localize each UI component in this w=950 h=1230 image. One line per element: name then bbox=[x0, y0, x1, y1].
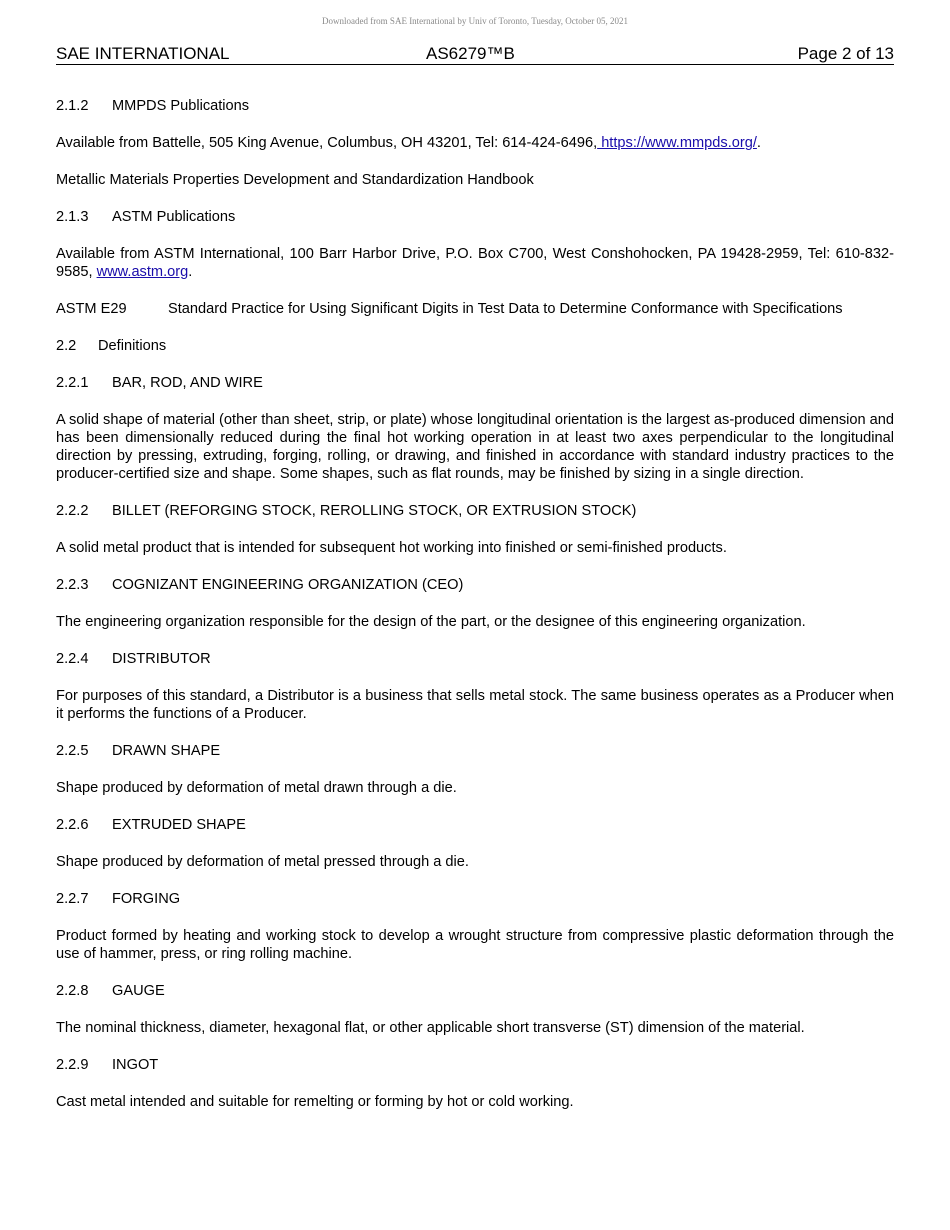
header-document-id: AS6279™B bbox=[426, 44, 515, 63]
astm-e29-reference bbox=[56, 300, 894, 318]
section-title: Definitions bbox=[98, 338, 167, 354]
section-number: 2.1.2 bbox=[56, 98, 89, 114]
definition-heading bbox=[56, 576, 894, 594]
definition-text: For purposes of this standard, a Distributor is a business that sells metal stock. The same business operates as a Producer when it performs the functions of a Producer. bbox=[56, 688, 894, 722]
mmpds-availability bbox=[56, 134, 894, 152]
availability-text: Available from Battelle, 505 King Avenue, Columbus, OH 43201, Tel: 614-424-6496, bbox=[56, 135, 598, 151]
definition-number: 2.2.7 bbox=[56, 891, 89, 907]
section-number: 2.2 bbox=[56, 338, 77, 354]
definition-term: BAR, ROD, AND WIRE bbox=[112, 375, 263, 391]
definition-heading bbox=[56, 374, 894, 392]
page-header bbox=[56, 44, 894, 65]
definition-heading bbox=[56, 650, 894, 668]
definition-term: FORGING bbox=[112, 891, 181, 907]
definition-text: Shape produced by deformation of metal pressed through a die. bbox=[56, 854, 469, 870]
standard-title: Standard Practice for Using Significant Digits in Test Data to Determine Conformance with Specifications bbox=[168, 301, 843, 317]
definition-number: 2.2.6 bbox=[56, 817, 89, 833]
availability-end: . bbox=[188, 264, 193, 280]
definition-text: Shape produced by deformation of metal drawn through a die. bbox=[56, 780, 457, 796]
mmpds-handbook-title: Metallic Materials Properties Development and Standardization Handbook bbox=[56, 172, 534, 188]
definition-term: EXTRUDED SHAPE bbox=[112, 817, 246, 833]
download-watermark: Downloaded from SAE International by Univ of Toronto, Tuesday, October 05, 2021 bbox=[321, 16, 629, 26]
definition-text: The nominal thickness, diameter, hexagonal flat, or other applicable short transverse (ST) dimension of the material. bbox=[56, 1020, 805, 1036]
definition-term: DISTRIBUTOR bbox=[112, 651, 211, 667]
document-body bbox=[56, 97, 894, 1130]
definition-heading bbox=[56, 502, 894, 520]
definition-number: 2.2.5 bbox=[56, 743, 89, 759]
definition-number: 2.2.9 bbox=[56, 1057, 89, 1073]
definition-term: BILLET (REFORGING STOCK, REROLLING STOCK, OR EXTRUSION STOCK) bbox=[112, 503, 637, 519]
definition-number: 2.2.1 bbox=[56, 375, 89, 391]
definition-term: GAUGE bbox=[112, 983, 165, 999]
definition-heading bbox=[56, 982, 894, 1000]
definition-term: INGOT bbox=[112, 1057, 159, 1073]
definition-number: 2.2.4 bbox=[56, 651, 89, 667]
definition-text: Product formed by heating and working stock to develop a wrought structure from compressive plastic deformation through the use of hammer, press, or ring rolling machine. bbox=[56, 928, 894, 962]
definition-text: A solid metal product that is intended for subsequent hot working into finished or semi-finished products. bbox=[56, 540, 727, 556]
availability-text: Available from ASTM International, 100 Barr Harbor Drive, P.O. Box C700, West Conshohocken, PA 19428-2959, Tel: 610-832-9585, bbox=[56, 246, 894, 280]
standard-code: ASTM E29 bbox=[56, 301, 127, 317]
definition-heading bbox=[56, 742, 894, 760]
definition-text: A solid shape of material (other than sheet, strip, or plate) whose longitudinal orientation is the largest as-produced dimension and has been dimensionally reduced during the final hot working operation in at least two axes perpendicular to the longitudinal direction by pressing, extruding, forging, rolling, or drawing, and finished in accordance with standard industry practices to the producer-certified size and shape. Some shapes, such as flat rounds, may be finished by sizing in a single direction. bbox=[56, 412, 895, 482]
definition-heading bbox=[56, 890, 894, 908]
definition-heading bbox=[56, 1056, 894, 1074]
section-title: ASTM Publications bbox=[112, 209, 236, 225]
mmpds-link[interactable]: https://www.mmpds.org/ bbox=[597, 135, 757, 151]
definition-number: 2.2.3 bbox=[56, 577, 89, 593]
section-heading-2-1-3 bbox=[56, 208, 894, 226]
definitions-list bbox=[56, 374, 894, 1111]
definition-term: COGNIZANT ENGINEERING ORGANIZATION (CEO) bbox=[112, 577, 464, 593]
definition-text: The engineering organization responsible for the design of the part, or the designee of this engineering organization. bbox=[56, 614, 806, 630]
definition-number: 2.2.8 bbox=[56, 983, 89, 999]
section-heading-2-1-2 bbox=[56, 97, 894, 115]
astm-availability bbox=[56, 245, 894, 281]
section-number: 2.1.3 bbox=[56, 209, 89, 225]
definition-text: Cast metal intended and suitable for remelting or forming by hot or cold working. bbox=[56, 1094, 574, 1110]
section-heading-2-2 bbox=[56, 337, 894, 355]
astm-link[interactable]: www.astm.org bbox=[96, 264, 189, 280]
section-title: MMPDS Publications bbox=[112, 98, 250, 114]
header-organization: SAE INTERNATIONAL bbox=[56, 44, 230, 63]
availability-end: . bbox=[756, 135, 761, 151]
definition-heading bbox=[56, 816, 894, 834]
definition-term: DRAWN SHAPE bbox=[112, 743, 221, 759]
header-page-number: Page 2 of 13 bbox=[797, 44, 894, 63]
definition-number: 2.2.2 bbox=[56, 503, 89, 519]
